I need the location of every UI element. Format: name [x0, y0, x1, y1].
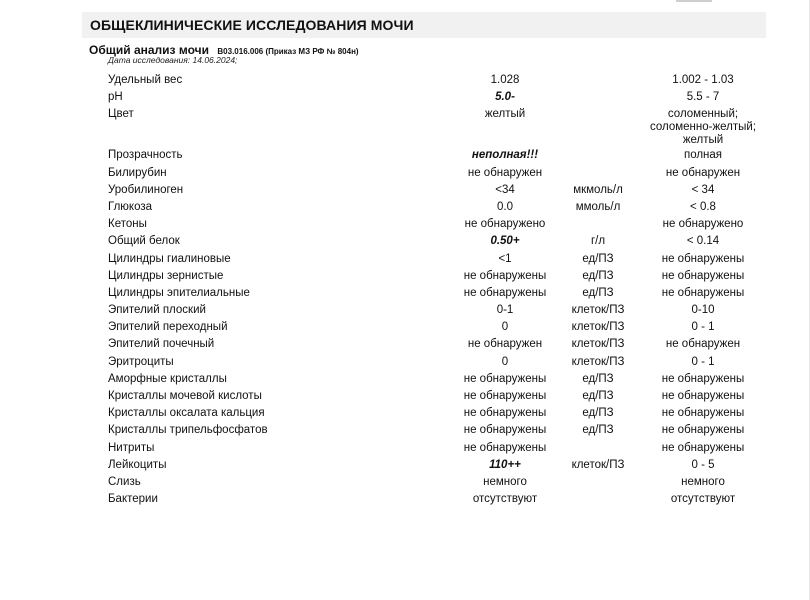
result-value: 0.0 [497, 200, 513, 213]
result-row [0, 491, 810, 508]
result-reference: отсутствуют [670, 493, 736, 506]
result-reference: 0-10 [691, 304, 715, 317]
result-value: не обнаружены [463, 372, 547, 385]
result-row [0, 216, 810, 233]
result-name: Нитриты [108, 441, 155, 454]
result-reference: не обнаружены [661, 441, 745, 454]
result-reference: немного [681, 475, 725, 488]
result-row [0, 319, 810, 336]
result-name: Цвет [108, 108, 134, 121]
result-name: Кристаллы оксалата кальция [108, 407, 265, 420]
result-reference: не обнаружены [661, 390, 745, 402]
result-reference: не обнаружен [665, 166, 741, 179]
result-name: Аморфные кристаллы [108, 372, 227, 385]
result-reference: 0 - 1 [691, 355, 715, 368]
result-row [0, 268, 810, 285]
result-reference: не обнаружен [665, 338, 741, 351]
result-name: Уробилиноген [108, 183, 184, 196]
result-row [0, 371, 810, 388]
result-row [0, 302, 810, 319]
result-reference: < 0.8 [690, 200, 716, 213]
result-reference: < 0.14 [686, 235, 720, 248]
result-row [0, 165, 810, 182]
result-row [0, 89, 810, 106]
result-name: pH [108, 91, 123, 104]
result-reference: < 34 [691, 183, 715, 196]
result-unit: ед/ПЗ [582, 407, 614, 420]
result-row [0, 199, 810, 216]
result-row [0, 147, 810, 164]
result-reference: 1.002 - 1.03 [672, 74, 734, 86]
result-value: <1 [498, 252, 512, 265]
result-unit: клеток/ПЗ [571, 338, 625, 351]
result-reference: не обнаружены [661, 286, 745, 299]
results-table [0, 72, 810, 508]
result-row [0, 233, 810, 250]
result-name: Билирубин [108, 166, 167, 179]
result-name: Глюкоза [108, 200, 153, 213]
result-name: Слизь [108, 475, 141, 488]
result-name: Цилиндры эпителиальные [108, 286, 250, 299]
result-unit: ед/ПЗ [582, 252, 614, 265]
result-name: Общий белок [108, 235, 180, 248]
result-unit: ед/ПЗ [582, 424, 614, 437]
result-name: Лейкоциты [108, 458, 167, 471]
result-row [0, 336, 810, 353]
result-row [0, 182, 810, 199]
result-name: Эритроциты [108, 355, 174, 368]
result-unit: ед/ПЗ [582, 269, 614, 282]
result-value: не обнаружен [467, 338, 543, 351]
result-unit: ед/ПЗ [582, 390, 614, 402]
result-reference: полная [683, 149, 723, 162]
section-title: ОБЩЕКЛИНИЧЕСКИЕ ИССЛЕДОВАНИЯ МОЧИ [90, 17, 414, 33]
result-value: не обнаружен [467, 166, 543, 179]
result-reference: не обнаружены [661, 372, 745, 385]
result-name: Эпителий переходный [108, 321, 228, 334]
result-unit: ед/ПЗ [582, 286, 614, 299]
result-reference: 0 - 1 [691, 321, 715, 334]
result-value: 1.028 [490, 74, 520, 86]
result-row [0, 440, 810, 457]
section-header [82, 12, 766, 38]
result-reference: не обнаружены [661, 424, 745, 437]
result-name: Кристаллы мочевой кислоты [108, 390, 262, 402]
result-value: 110++ [489, 458, 521, 471]
result-row [0, 388, 810, 405]
result-name: Прозрачность [108, 149, 183, 162]
result-value: не обнаружены [463, 286, 547, 299]
result-row [0, 285, 810, 302]
result-name: Эпителий плоский [108, 304, 206, 317]
result-value: не обнаружены [463, 441, 547, 454]
result-reference: не обнаружено [662, 218, 744, 231]
result-reference: 0 - 5 [691, 458, 715, 471]
result-row [0, 422, 810, 439]
result-value: желтый [484, 108, 526, 121]
result-value: 0.50+ [490, 235, 520, 248]
result-unit: клеток/ПЗ [571, 321, 625, 334]
result-row [0, 251, 810, 268]
test-code: B03.016.006 (Приказ МЗ РФ № 804н) [217, 47, 359, 56]
result-value: не обнаружены [463, 424, 547, 437]
test-date: Дата исследования: 14.06.2024; [108, 55, 238, 65]
result-value: 0 [501, 355, 509, 368]
top-edge-mark [676, 0, 712, 5]
test-name: Общий анализ мочи [89, 43, 209, 57]
result-name: Кетоны [108, 218, 147, 231]
result-reference: не обнаружены [661, 269, 745, 282]
result-name: Кристаллы трипельфосфатов [108, 424, 268, 437]
result-value: неполная!!! [471, 149, 539, 162]
result-value: немного [483, 475, 527, 488]
result-row [0, 354, 810, 371]
result-row [0, 457, 810, 474]
result-unit: клеток/ПЗ [571, 458, 625, 471]
result-value: 5.0- [495, 91, 515, 104]
result-value: отсутствуют [472, 493, 538, 506]
result-row [0, 72, 810, 89]
result-name: Эпителий почечный [108, 338, 215, 351]
result-reference: не обнаружены [661, 252, 745, 265]
result-unit: ммоль/л [575, 200, 621, 213]
result-name: Цилиндры зернистые [108, 269, 224, 282]
result-reference: не обнаружены [661, 407, 745, 420]
result-name: Удельный вес [108, 74, 183, 86]
result-unit: г/л [590, 235, 606, 248]
result-value: не обнаружены [463, 390, 547, 402]
result-row [0, 405, 810, 422]
result-value: не обнаружены [463, 269, 547, 282]
result-value: <34 [495, 183, 515, 196]
result-name: Бактерии [108, 493, 158, 506]
result-row [0, 474, 810, 491]
result-unit: клеток/ПЗ [571, 304, 625, 317]
result-name: Цилиндры гиалиновые [108, 252, 231, 265]
result-value: 0-1 [496, 304, 514, 317]
result-unit: мкмоль/л [573, 183, 623, 196]
result-reference: соломенный; соломенно-желтый; желтый [649, 108, 757, 147]
result-value: не обнаружены [463, 407, 547, 420]
result-unit: клеток/ПЗ [571, 355, 625, 368]
result-reference: 5.5 - 7 [686, 91, 720, 104]
result-value: 0 [501, 321, 509, 334]
result-value: не обнаружено [464, 218, 546, 231]
result-unit: ед/ПЗ [582, 372, 614, 385]
result-row [0, 106, 810, 147]
